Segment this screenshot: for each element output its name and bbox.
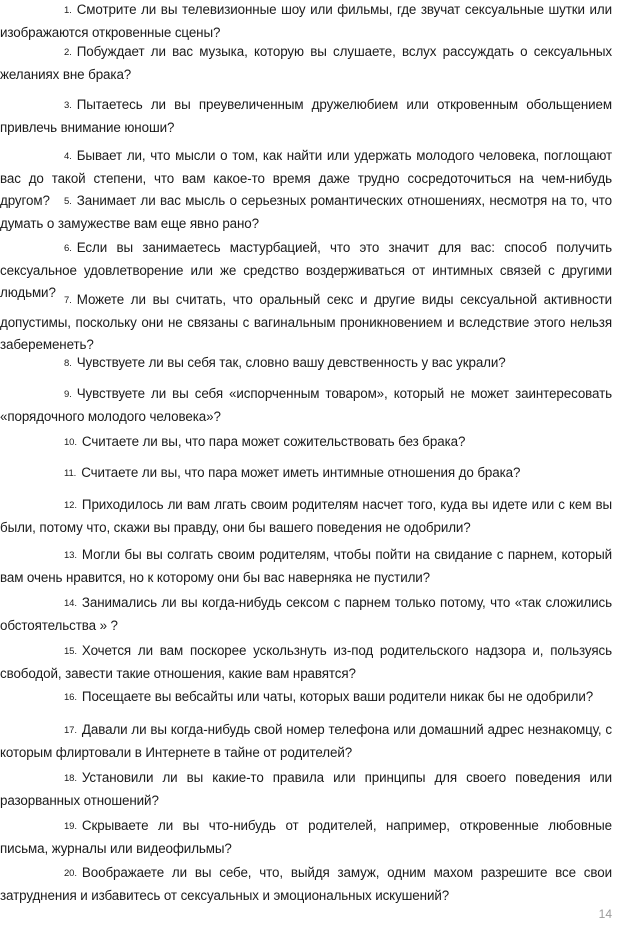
question-number: 20. [64, 868, 77, 879]
question-item [0, 592, 612, 637]
question-text: Занимает ли вас мысль о серьезных романтических отношениях, несмотря на то, что думать о замужестве вам еще явно рано? [0, 193, 612, 231]
question-item [0, 815, 612, 860]
question-number: 8. [64, 358, 72, 369]
question-text: Установили ли вы какие-то правила или принципы для своего поведения или разорванных отношений? [0, 770, 612, 808]
page-number: 14 [598, 907, 612, 921]
question-text: Чувствуете ли вы себя так, словно вашу девственность у вас украли? [76, 355, 506, 370]
question-number: 12. [64, 500, 77, 511]
question-item [0, 94, 612, 139]
question-text: Смотрите ли вы телевизионные шоу или фильмы, где звучат сексуальные шутки или изображаются откровенные сцены? [0, 2, 612, 40]
question-text: Могли бы вы солгать своим родителям, чтобы пойти на свидание с парнем, который вам очень нравится, но к которому они бы вас наверняка не пустили? [0, 547, 612, 585]
question-item [0, 767, 612, 812]
question-text: Занимались ли вы когда-нибудь сексом с парнем только потому, что «так сложились обстоятельства » ? [0, 595, 612, 633]
question-number: 2. [64, 47, 72, 58]
question-number: 11. [64, 468, 77, 479]
question-text: Считаете ли вы, что пара может сожительствовать без брака? [81, 434, 466, 449]
question-text: Воображаете ли вы себе, что, выйдя замуж, одним махом разрешите все свои затруднения и избавитесь от сексуальных и эмоциональных искушений? [0, 865, 612, 903]
question-number: 15. [64, 646, 77, 657]
question-text: Приходилось ли вам лгать своим родителям насчет того, куда вы идете или с кем вы были, потому что, скажи вы правду, они бы вашего поведения не одобрили? [0, 497, 612, 535]
question-text: Можете ли вы считать, что оральный секс и другие виды сексуальной активности допустимы, поскольку они не связаны с вагинальным проникновением и вследствие этого нельзя забеременеть? [0, 292, 612, 352]
question-item [0, 41, 612, 86]
question-number: 4. [64, 151, 72, 162]
question-text: Если вы занимаетесь мастурбацией, что это значит для вас: способ получить сексуальное удовлетворение или же средство воздерживаться от интимных связей с другими людьми? [0, 240, 612, 300]
question-item [0, 462, 612, 485]
question-number: 14. [64, 598, 77, 609]
question-item [0, 289, 612, 356]
question-number: 16. [64, 692, 77, 703]
question-item [0, 686, 612, 709]
question-text: Посещаете вы вебсайты или чаты, которых ваши родители никак бы не одобрили? [81, 689, 594, 704]
question-number: 7. [64, 295, 72, 306]
question-text: Пытаетесь ли вы преувеличенным дружелюбием или откровенным обольщением привлечь внимание юноши? [0, 97, 612, 135]
question-text: Хочется ли вам поскорее ускользнуть из-под родительского надзора и, пользуясь свободой, завести такие отношения, какие вам нравятся? [0, 643, 612, 681]
question-number: 13. [64, 550, 77, 561]
question-text: Побуждает ли вас музыка, которую вы слушаете, вслух рассуждать о сексуальных желаниях вне брака? [0, 44, 612, 82]
question-item [0, 494, 612, 539]
question-item [0, 719, 612, 764]
question-text: Чувствуете ли вы себя «испорченным товаром», который не может заинтересовать «порядочного молодого человека»? [0, 386, 612, 424]
question-text: Бывает ли, что мысли о том, как найти или удержать молодого человека, поглощают вас до такой степени, что вам какое-то время даже трудно сосредоточиться на чем-нибудь другом? [0, 148, 612, 208]
question-number: 19. [64, 821, 77, 832]
question-text: Считаете ли вы, что пара может иметь интимные отношения до брака? [81, 465, 521, 480]
question-number: 18. [64, 773, 77, 784]
question-number: 9. [64, 389, 72, 400]
question-item [0, 352, 612, 375]
question-item [0, 862, 612, 907]
question-number: 1. [64, 5, 72, 16]
question-number: 10. [64, 437, 77, 448]
question-item [0, 190, 612, 235]
question-item [0, 640, 612, 685]
question-number: 17. [64, 725, 77, 736]
question-item [0, 0, 612, 44]
question-number: 5. [64, 196, 72, 207]
question-text: Давали ли вы когда-нибудь свой номер телефона или домашний адрес незнакомцу, с которым флиртовали в Интернете в тайне от родителей? [0, 722, 612, 760]
question-text: Скрываете ли вы что-нибудь от родителей, например, откровенные любовные письма, журналы или видеофильмы? [0, 818, 612, 856]
question-number: 6. [64, 243, 72, 254]
question-item [0, 544, 612, 589]
question-item [0, 383, 612, 428]
question-item [0, 431, 612, 454]
question-number: 3. [64, 100, 72, 111]
